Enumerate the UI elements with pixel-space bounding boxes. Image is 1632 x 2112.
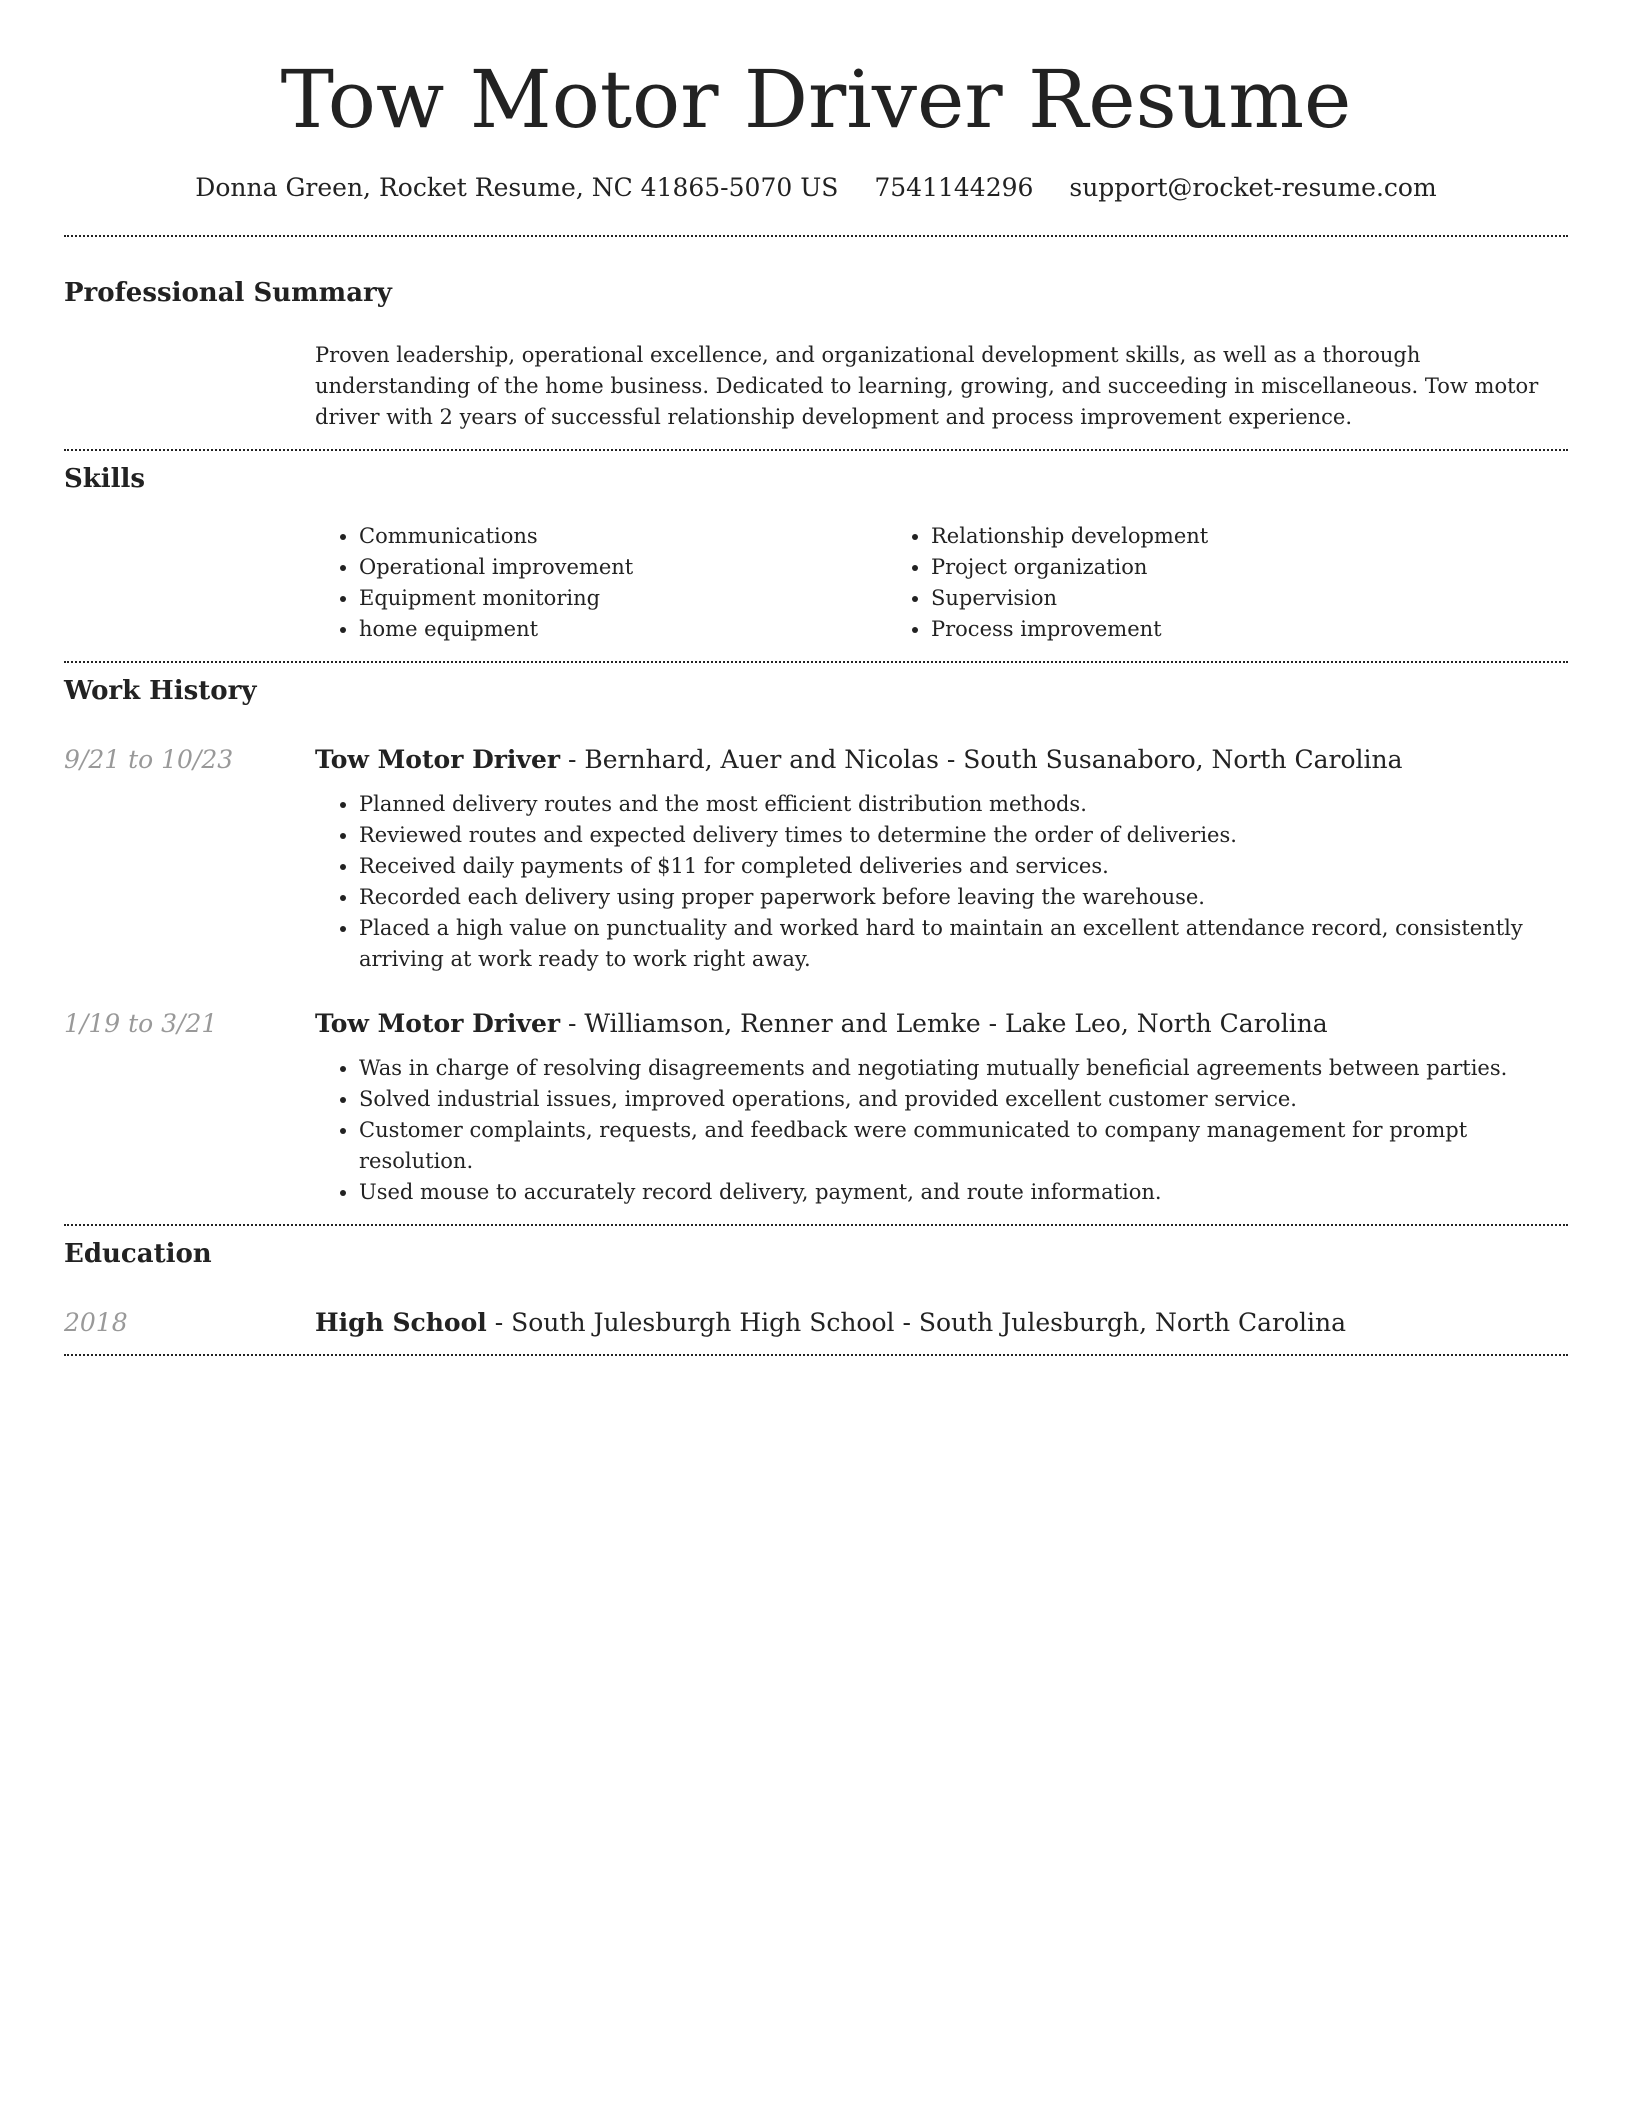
skill-item: • home equipment bbox=[359, 614, 887, 645]
education-year: 2018 bbox=[64, 1307, 128, 1337]
education-heading-line bbox=[315, 1306, 1346, 1340]
job-bullet: • Used mouse to accurately record delivery, payment, and route information. bbox=[359, 1177, 1568, 1208]
divider bbox=[64, 1354, 1568, 1356]
job-entry bbox=[64, 1007, 1568, 1208]
skills-grid bbox=[315, 521, 1568, 661]
education-entry bbox=[64, 1306, 1568, 1354]
education-degree: High School bbox=[315, 1307, 487, 1337]
job-employer: - Williamson, Renner and Lemke - Lake Leo, North Carolina bbox=[560, 1008, 1328, 1038]
job-bullet: • Solved industrial issues, improved operations, and provided excellent customer service. bbox=[359, 1084, 1568, 1115]
job-dates: 9/21 to 10/23 bbox=[64, 744, 234, 774]
job-bullet: • Received daily payments of $11 for completed deliveries and services. bbox=[359, 851, 1568, 882]
skill-item: • Project organization bbox=[931, 552, 1459, 583]
job-role: Tow Motor Driver bbox=[315, 1008, 561, 1038]
job-bullet: • Placed a high value on punctuality and worked hard to maintain an excellent attendance record, consistently arriving at work ready to work right away. bbox=[359, 913, 1568, 975]
skill-item: • Relationship development bbox=[931, 521, 1459, 552]
job-bullet: • Planned delivery routes and the most efficient distribution methods. bbox=[359, 789, 1568, 820]
work-history-heading: Work History bbox=[64, 676, 257, 707]
resume-title: Tow Motor Driver Resume bbox=[280, 53, 1352, 146]
work-history-section bbox=[64, 663, 1568, 1224]
skills-column-right bbox=[887, 521, 1459, 645]
job-bullet: • Recorded each delivery using proper paperwork before leaving the warehouse. bbox=[359, 882, 1568, 913]
job-bullet: • Customer complaints, requests, and feedback were communicated to company management for prompt resolution. bbox=[359, 1115, 1568, 1177]
contact-line bbox=[64, 172, 1568, 205]
contact-address: Donna Green, Rocket Resume, NC 41865-5070 US bbox=[195, 173, 839, 202]
job-bullet: • Was in charge of resolving disagreements and negotiating mutually beneficial agreements between parties. bbox=[359, 1053, 1568, 1084]
job-bullets bbox=[315, 1053, 1568, 1208]
education-school: - South Julesburgh High School - South Julesburgh, North Carolina bbox=[486, 1307, 1347, 1337]
job-heading bbox=[315, 743, 1568, 777]
skill-item: • Supervision bbox=[931, 583, 1459, 614]
job-entry bbox=[64, 743, 1568, 975]
job-heading bbox=[315, 1007, 1568, 1041]
skills-section bbox=[64, 451, 1568, 661]
skill-item: • Process improvement bbox=[931, 614, 1459, 645]
contact-phone: 7541144296 bbox=[874, 173, 1034, 202]
skill-item: • Operational improvement bbox=[359, 552, 887, 583]
skill-item: • Equipment monitoring bbox=[359, 583, 887, 614]
job-body bbox=[315, 743, 1568, 975]
job-dates: 1/19 to 3/21 bbox=[64, 1008, 218, 1038]
skill-item: • Communications bbox=[359, 521, 887, 552]
education-section bbox=[64, 1226, 1568, 1354]
job-role: Tow Motor Driver bbox=[315, 744, 561, 774]
job-body bbox=[315, 1007, 1568, 1208]
summary-text: Proven leadership, operational excellence, and organizational development skills, as well as a thorough understanding of the home business. Dedicated to learning, growing, and succeeding in miscellaneous. Tow motor driver with 2 years of successful relationship development and process improvement experience. bbox=[315, 343, 1539, 430]
job-employer: - Bernhard, Auer and Nicolas - South Susanaboro, North Carolina bbox=[560, 744, 1403, 774]
job-bullet: • Reviewed routes and expected delivery times to determine the order of deliveries. bbox=[359, 820, 1568, 851]
skills-column-left bbox=[315, 521, 887, 645]
job-bullets bbox=[315, 789, 1568, 975]
contact-email: support@rocket-resume.com bbox=[1069, 173, 1437, 202]
summary-heading: Professional Summary bbox=[64, 277, 392, 308]
education-heading: Education bbox=[64, 1238, 212, 1269]
skills-heading: Skills bbox=[64, 464, 146, 495]
summary-section bbox=[64, 237, 1568, 450]
